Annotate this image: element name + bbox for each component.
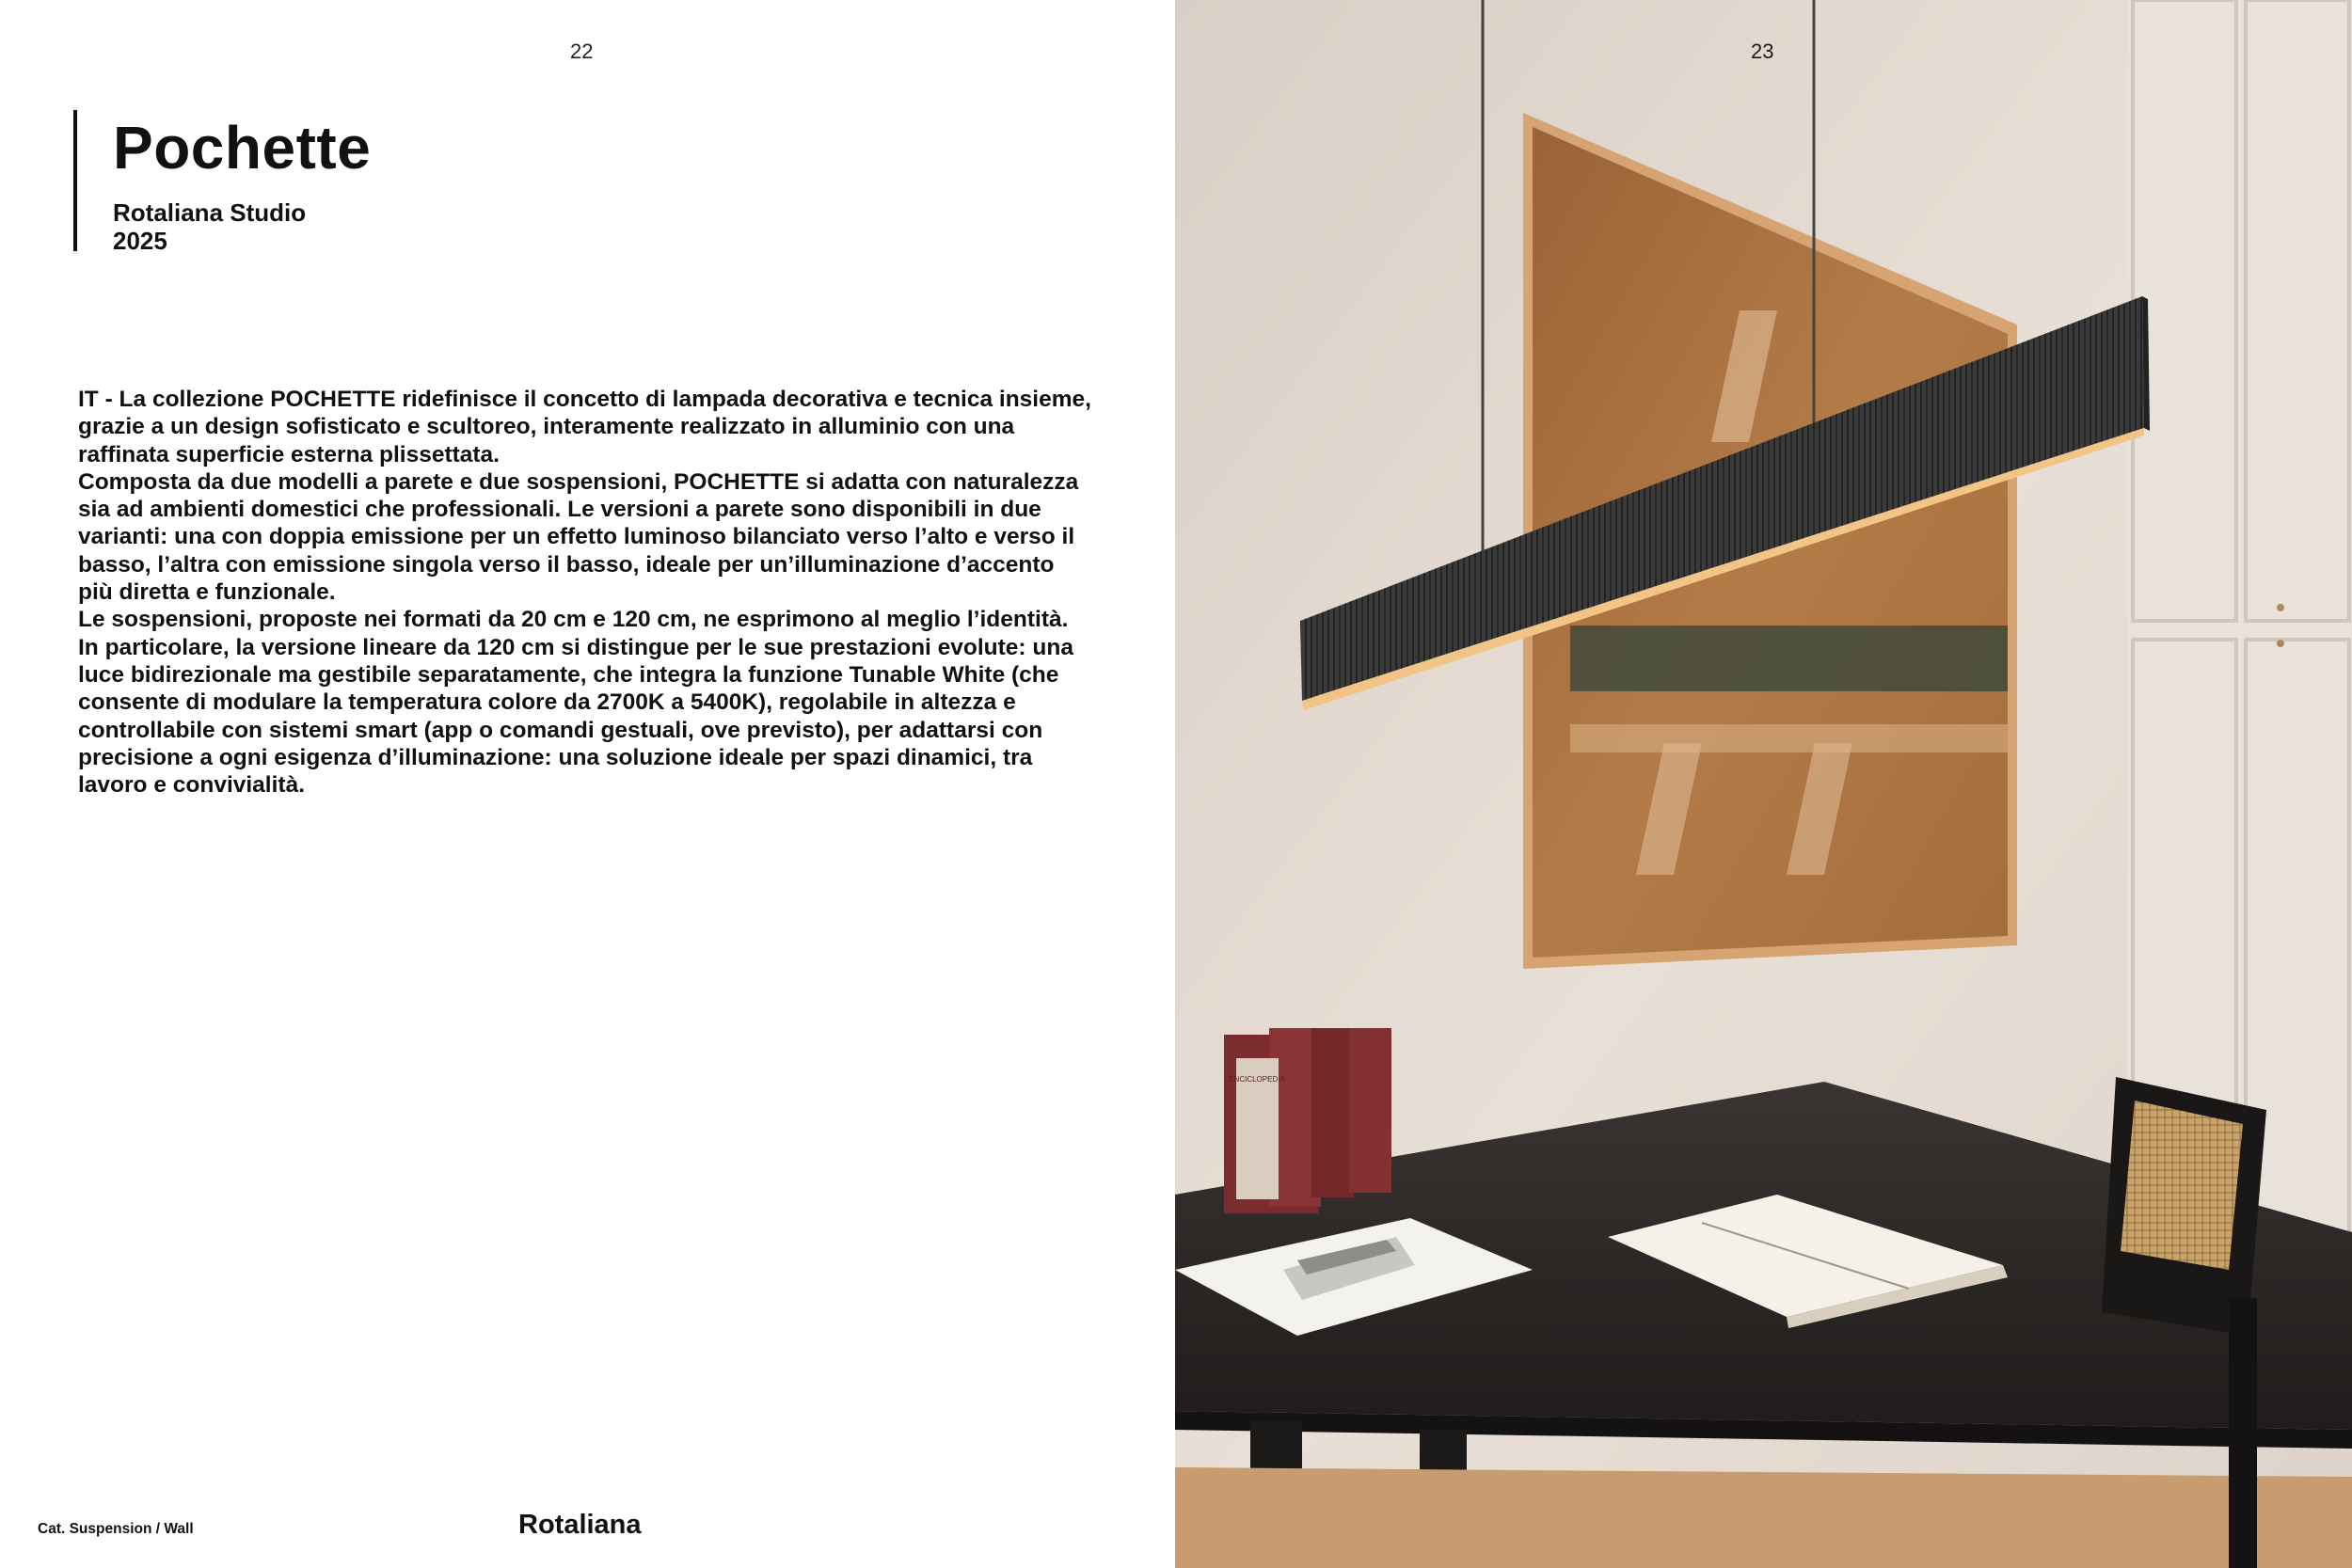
encyclopedia-books [1224, 1028, 1391, 1213]
description-paragraph: IT - La collezione POCHETTE ridefinisce il concetto di lampada decorativa e tecnica insieme, grazie a un design sofisticato e scultoreo, interamente realizzato in alluminio con una raffinata superficie esterna plissettata. [78, 387, 1091, 467]
product-photo [1175, 0, 2352, 1568]
page-number-left: 22 [570, 40, 594, 63]
floor [1175, 1467, 2352, 1568]
description-paragraph: Composta da due modelli a parete e due sospensioni, POCHETTE si adatta con naturalezza sia ad ambienti domestici che professionali. Le versioni a parete sono disponibili in due varianti: una con doppia emissione per un effetto luminoso bilanciato verso l’alto e verso il basso, l’altra con emissione singola verso il basso, ideale per un’illuminazione d’accento più diretta e funzionale. [78, 468, 1079, 606]
product-title: Pochette [113, 114, 372, 182]
designer-name: Rotaliana Studio [113, 198, 307, 227]
interior-photo-illustration [1175, 0, 2352, 1568]
product-description [78, 386, 1094, 799]
description-paragraph: Le sospensioni, proposte nei formati da 20 cm e 120 cm, ne esprimono al meglio l’identità. In particolare, la versione lineare da 120 cm si distingue per le sue prestazioni evolute: una luce bidirezionale ma gestibile separatamente, che integra la funzione Tunable White (che consente di modulare la temperatura colore da 2700K a 5400K), regolabile in altezza e controllabile con sistemi smart (app o comandi gestuali, ove previsto), per adattarsi con precisione a ogni esigenza d’illuminazione: una soluzione ideale per spazi dinamici, tra lavoro e convivialità. [78, 607, 1073, 799]
title-block [73, 110, 372, 255]
book-spine-label: ENCICLOPEDIA [1229, 1075, 1285, 1084]
footer-brand: Rotaliana [518, 1510, 642, 1540]
product-year: 2025 [113, 227, 167, 255]
footer-category: Cat. Suspension / Wall [38, 1521, 194, 1537]
left-page [0, 0, 1175, 1568]
page-number-right: 23 [1751, 40, 1774, 63]
